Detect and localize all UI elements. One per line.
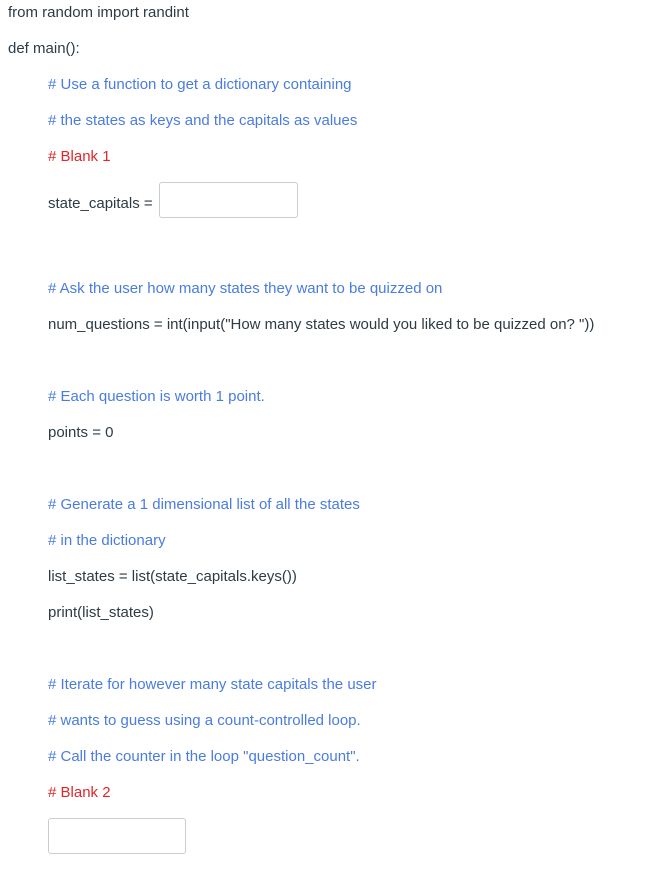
blank-2-label: # Blank 2 [48, 784, 111, 801]
comment-use-function: # Use a function to get a dictionary containing [48, 76, 352, 93]
print-states-line: print(list_states) [48, 604, 154, 621]
list-states-line: list_states = list(state_capitals.keys()) [48, 568, 297, 585]
num-questions-line: num_questions = int(input("How many states would you liked to be quizzed on? ")) [48, 316, 595, 333]
comment-ask-user: # Ask the user how many states they want to be quizzed on [48, 280, 443, 297]
def-main-line: def main(): [8, 40, 80, 57]
import-line: from random import randint [8, 4, 189, 21]
points-line: points = 0 [48, 424, 114, 441]
comment-count-controlled: # wants to guess using a count-controlled loop. [48, 712, 361, 729]
blank-2-input[interactable] [48, 818, 186, 854]
comment-iterate: # Iterate for however many state capitals the user [48, 676, 377, 693]
comment-in-dictionary: # in the dictionary [48, 532, 166, 549]
comment-generate-list: # Generate a 1 dimensional list of all the states [48, 496, 360, 513]
comment-states-keys: # the states as keys and the capitals as values [48, 112, 358, 129]
comment-each-question: # Each question is worth 1 point. [48, 388, 265, 405]
blank-1-input[interactable] [159, 182, 298, 218]
comment-call-counter: # Call the counter in the loop "question_count". [48, 748, 360, 765]
state-capitals-assignment: state_capitals = [48, 195, 153, 212]
blank-1-label: # Blank 1 [48, 148, 111, 165]
